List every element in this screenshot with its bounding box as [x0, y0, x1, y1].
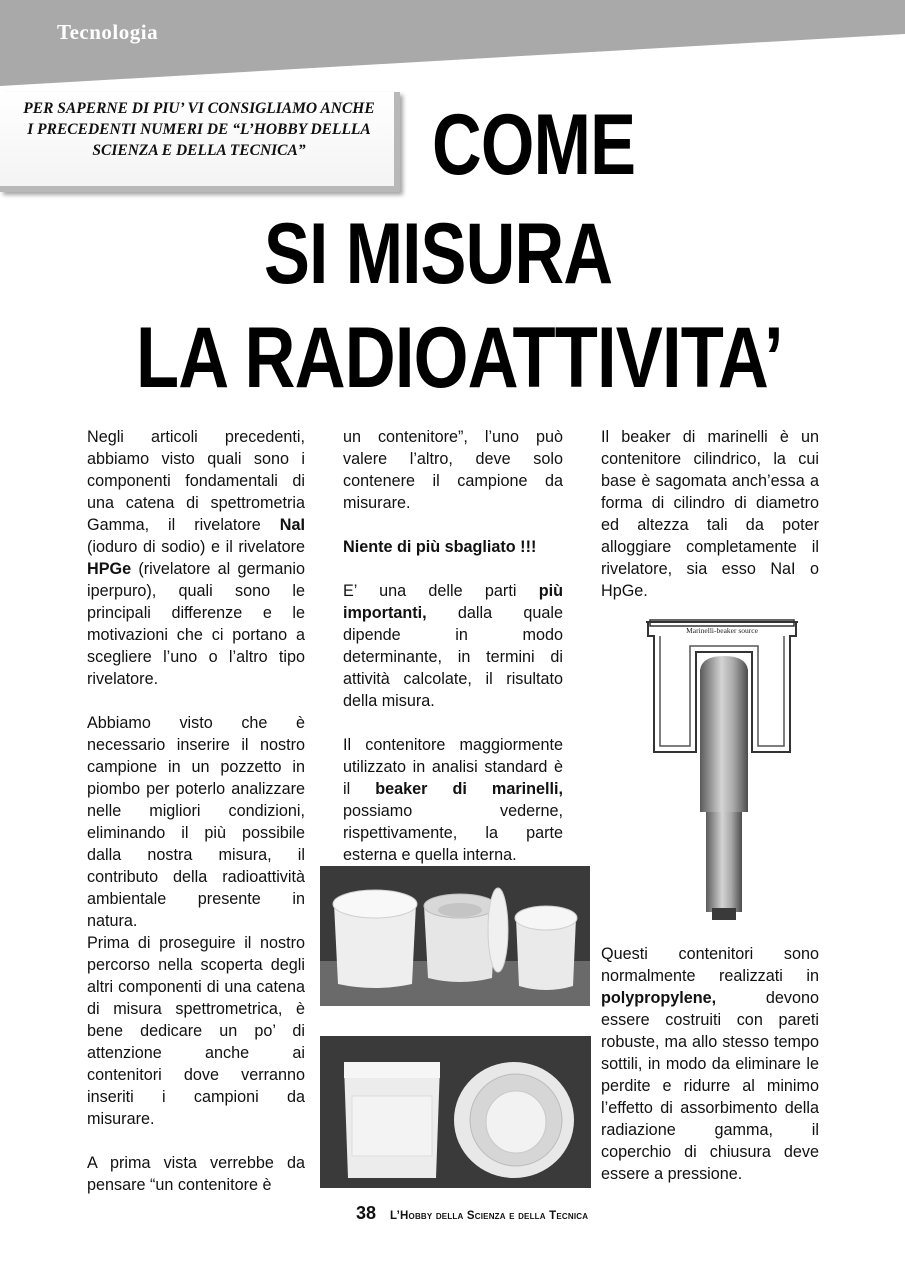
text-run: Questi contenitori sono normalmente realizzati in: [601, 945, 819, 985]
bold-run: più importanti,: [343, 582, 563, 622]
column-3-lower: [601, 943, 819, 1185]
bold-run: beaker di marinelli,: [375, 780, 563, 798]
title-line-3: LA RADIOATTIVITA’: [136, 310, 783, 406]
page-footer: [356, 1203, 588, 1224]
marinelli-beaker-diagram: [642, 612, 802, 924]
col2-paragraph-3: [343, 580, 563, 712]
col3-paragraph-1: Il beaker di marinelli è un contenitore cilindrico, la cui base è sagomata anch’essa a forma di cilindro di diametro ed altezza tali da poter alloggiare completamente il rivelatore, sia esso NaI o HpGe.: [601, 428, 819, 600]
title-line-2: SI MISURA: [264, 206, 613, 302]
term-hpge: HPGe: [87, 560, 132, 578]
diagram-label: Marinelli-beaker source: [686, 626, 758, 635]
column-2: [343, 426, 563, 866]
col1-paragraph-3: Prima di proseguire il nostro percorso nella scoperta degli altri componenti di una catena di misura spettrometrica, è bene dedicare un po’ di attenzione anche ai contenitori dove verranno inseriti i campioni da misurare.: [87, 934, 305, 1128]
text-run: (rivelatore al germanio iperpuro), quali sono le principali differenze e le motivazioni che ci portano a scegliere l’uno o l’altro tipo rivelatore.: [87, 560, 305, 688]
promo-box: [0, 92, 400, 192]
title-line-1: COME: [432, 97, 636, 193]
text-run: E’ una delle parti: [343, 582, 539, 600]
col1-paragraph-2: Abbiamo visto che è necessario inserire il nostro campione in un pozzetto in piombo per poterlo analizzare nelle migliori condizioni, eliminando il più possibile dalla nostra misura, il contributo della radioattività ambientale presente in natura.: [87, 714, 305, 930]
term-polypropylene: polypropylene,: [601, 989, 717, 1007]
col2-paragraph-1: un contenitore”, l’uno può valere l’altro, deve solo contenere il campione da misurare.: [343, 428, 563, 512]
column-3: [601, 426, 819, 602]
col1-paragraph-1: [87, 426, 305, 690]
magazine-name: L’Hobby della Scienza e della Tecnica: [390, 1210, 589, 1222]
column-1: [87, 426, 305, 1196]
term-nai: NaI: [279, 516, 305, 534]
page-number: 38: [356, 1203, 377, 1223]
text-run: possiamo vederne, rispettivamente, la parte esterna e quella interna.: [343, 802, 563, 864]
photo-beakers-exterior: [320, 866, 590, 1006]
col3-paragraph-2: [601, 943, 819, 1185]
col2-paragraph-4: [343, 734, 563, 866]
col1-paragraph-4: A prima vista verrebbe da pensare “un contenitore è: [87, 1154, 305, 1194]
col2-emphasis: [343, 536, 563, 558]
section-label: Tecnologia: [57, 20, 159, 44]
text-run: Il contenitore maggiormente utilizzato in analisi standard è il: [343, 736, 563, 798]
text-run: (ioduro di sodio) e il rivelatore: [87, 538, 305, 556]
emphasis-text: Niente di più sbagliato !!!: [343, 538, 537, 556]
promo-text: PER SAPERNE DI PIU’ VI CONSIGLIAMO ANCHE I PRECEDENTI NUMERI DE “L’HOBBY DELLLA SCIENZA E DELLA TECNICA”: [23, 100, 375, 159]
text-run: dalla quale dipende in modo determinante, in termini di attività calcolate, il risultato della misura.: [343, 604, 563, 710]
text-run: devono essere costruiti con pareti robuste, ma allo stesso tempo sottili, in modo da eliminare le perdite e ridurre al minimo l’effetto di assorbimento della radiazione gamma, il coperchio di chiusura deve essere a pressione.: [601, 989, 819, 1183]
photo-beakers-interior: [320, 1036, 591, 1188]
text-run: Negli articoli precedenti, abbiamo visto quali sono i componenti fondamentali di una catena di spettrometria Gamma, il rivelatore: [87, 428, 305, 534]
